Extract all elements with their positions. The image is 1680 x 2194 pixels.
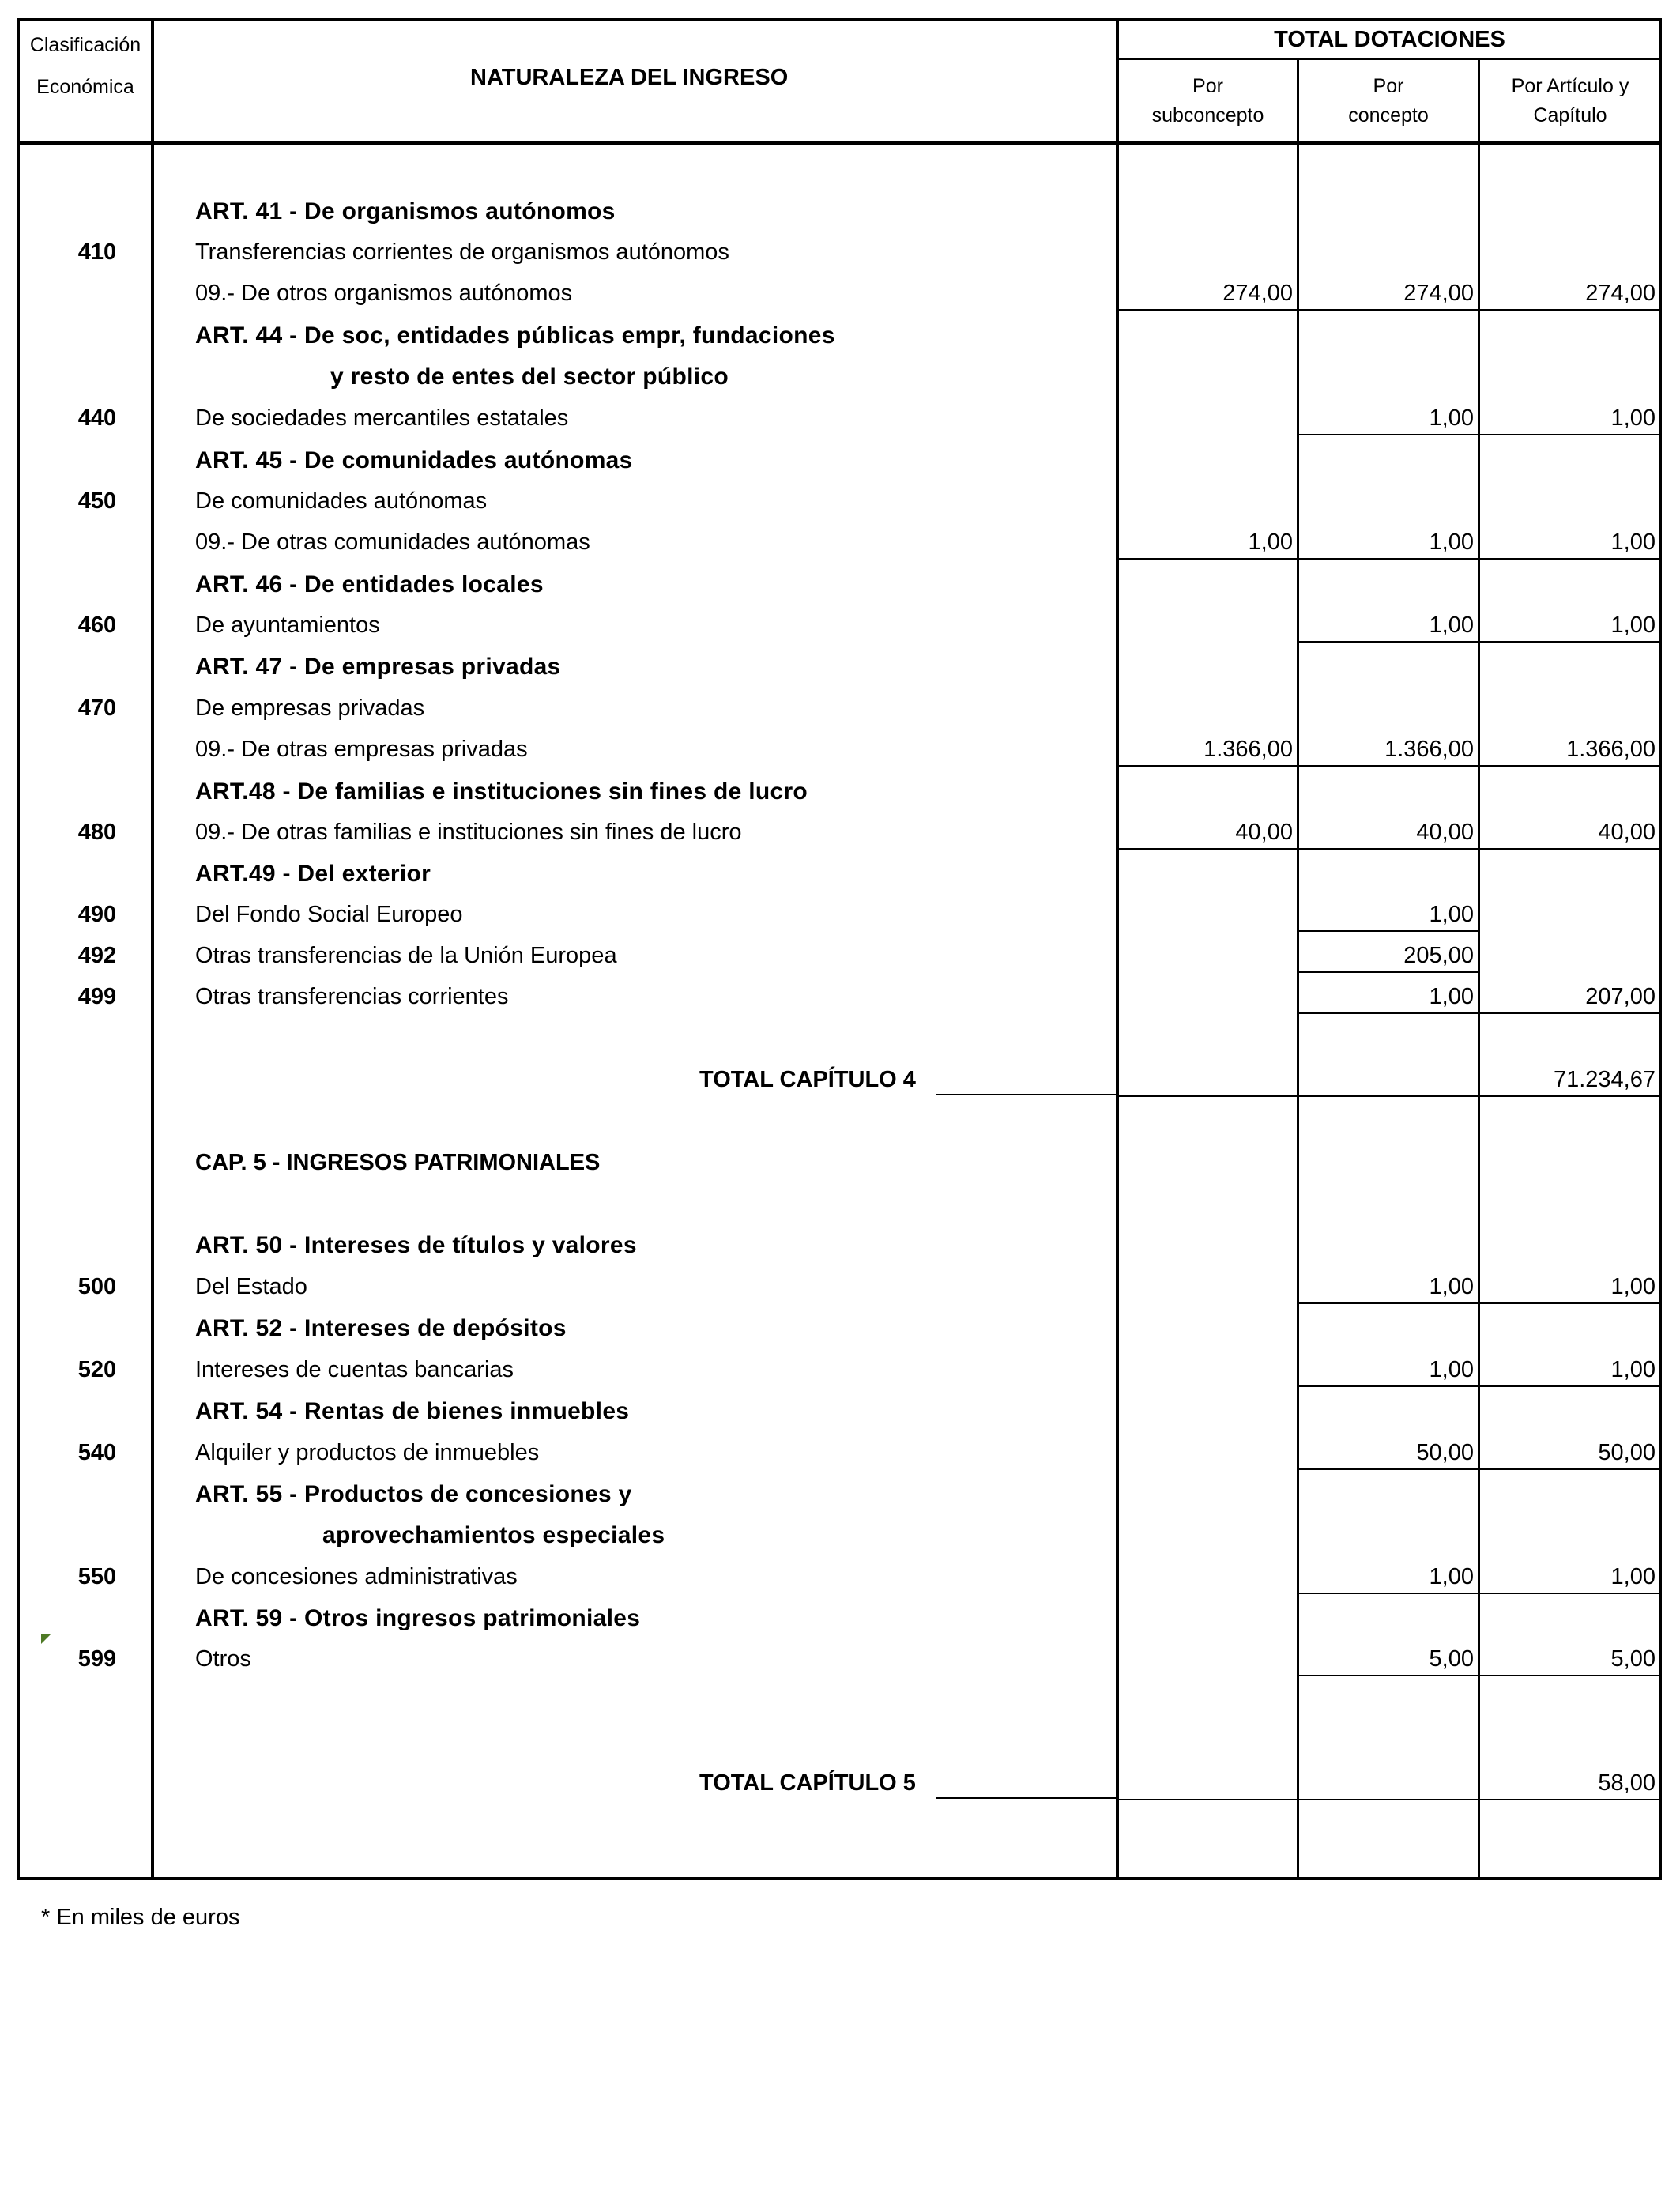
article-heading: ART. 45 - De comunidades autónomas: [195, 447, 633, 473]
economic-code: 492: [77, 943, 117, 968]
amount-rule: [1479, 848, 1662, 850]
amount-con: 5,00: [1429, 1646, 1474, 1672]
economic-code: 460: [77, 613, 117, 638]
header-naturaleza: NATURALEZA DEL INGRESO: [470, 65, 789, 90]
amount-rule: [1479, 558, 1662, 560]
economic-code: 520: [77, 1357, 117, 1382]
header-total-dotaciones: TOTAL DOTACIONES: [1274, 27, 1505, 52]
amount-con: 1,00: [1429, 530, 1474, 555]
income-description: De comunidades autónomas: [195, 488, 488, 514]
amount-rule: [1298, 641, 1478, 643]
amount-rule: [1298, 765, 1478, 767]
amount-rule: [1117, 765, 1297, 767]
amount-rule: [1298, 1593, 1478, 1594]
amount-rule: [1298, 434, 1478, 435]
income-description: Intereses de cuentas bancarias: [195, 1357, 514, 1382]
article-heading: ART. 41 - De organismos autónomos: [195, 198, 616, 224]
income-description: 09.- De otros organismos autónomos: [195, 281, 573, 306]
amount-art: 5,00: [1610, 1646, 1656, 1672]
amount-art: 1,00: [1610, 1564, 1656, 1589]
amount-rule: [1298, 309, 1478, 311]
total-row-rule: [1298, 1095, 1478, 1097]
amount-rule: [1298, 1468, 1478, 1470]
header-por-concepto-2: concepto: [1348, 104, 1429, 126]
income-description: Alquiler y productos de inmuebles: [195, 1440, 540, 1465]
income-description: 09.- De otras familias e instituciones sin fines de lucro: [195, 820, 742, 845]
chapter-total-label: TOTAL CAPÍTULO 4: [699, 1067, 916, 1092]
amount-rule: [1479, 1012, 1662, 1014]
chapter-total-label: TOTAL CAPÍTULO 5: [699, 1770, 916, 1796]
economic-code: 440: [77, 405, 117, 431]
amount-art: 40,00: [1598, 820, 1656, 845]
amount-art: 207,00: [1585, 984, 1656, 1009]
article-heading: ART. 44 - De soc, entidades públicas empr, fundaciones: [195, 322, 835, 349]
total-row-rule: [1117, 1095, 1297, 1097]
amount-rule: [1479, 1385, 1662, 1387]
amount-sub: 274,00: [1222, 281, 1293, 306]
article-heading: ART.49 - Del exterior: [195, 861, 431, 887]
economic-code: 470: [77, 696, 117, 721]
header-por-concepto-1: Por: [1373, 75, 1404, 97]
corner-marker: [41, 1634, 51, 1644]
header-divider: [1117, 58, 1662, 60]
amount-con: 1,00: [1429, 405, 1474, 431]
amount-con: 1,00: [1429, 902, 1474, 927]
article-heading: ART. 47 - De empresas privadas: [195, 654, 561, 680]
amount-rule: [1479, 641, 1662, 643]
header-economica: Económica: [36, 76, 134, 98]
column-divider: [1297, 59, 1299, 1880]
amount-art: 1,00: [1610, 1357, 1656, 1382]
amount-rule: [1117, 848, 1297, 850]
amount-con: 1.366,00: [1384, 737, 1474, 762]
income-description: 09.- De otras empresas privadas: [195, 737, 528, 762]
amount-art: 58,00: [1598, 1770, 1656, 1796]
economic-code: 550: [77, 1564, 117, 1589]
amount-rule: [1479, 1593, 1662, 1594]
amount-con: 50,00: [1416, 1440, 1474, 1465]
amount-art: 1,00: [1610, 613, 1656, 638]
amount-sub: 40,00: [1235, 820, 1293, 845]
amount-con: 1,00: [1429, 1357, 1474, 1382]
amount-art: 274,00: [1585, 281, 1656, 306]
amount-sub: 1,00: [1248, 530, 1293, 555]
amount-con: 1,00: [1429, 1274, 1474, 1299]
article-heading: ART. 59 - Otros ingresos patrimoniales: [195, 1605, 641, 1631]
amount-rule: [1479, 309, 1662, 311]
economic-code: 599: [77, 1646, 117, 1672]
chapter-heading: CAP. 5 - INGRESOS PATRIMONIALES: [195, 1150, 601, 1175]
article-heading-continued: aprovechamientos especiales: [322, 1522, 665, 1548]
amount-con: 1,00: [1429, 984, 1474, 1009]
economic-code: 490: [77, 902, 117, 927]
article-heading: ART. 50 - Intereses de títulos y valores: [195, 1232, 637, 1258]
amount-rule: [1479, 1675, 1662, 1676]
economic-code: 500: [77, 1274, 117, 1299]
article-heading-continued: y resto de entes del sector público: [330, 364, 729, 390]
bottom-row-rule: [1479, 1799, 1662, 1800]
amount-rule: [1479, 1468, 1662, 1470]
income-description: Otras transferencias de la Unión Europea: [195, 943, 617, 968]
economic-code: 499: [77, 984, 117, 1009]
income-description: Otras transferencias corrientes: [195, 984, 509, 1009]
income-description: De sociedades mercantiles estatales: [195, 405, 569, 431]
amount-rule: [1479, 765, 1662, 767]
article-heading: ART. 46 - De entidades locales: [195, 571, 544, 598]
amount-con: 205,00: [1403, 943, 1474, 968]
amount-con: 1,00: [1429, 1564, 1474, 1589]
income-description: De concesiones administrativas: [195, 1564, 518, 1589]
footnote: * En miles de euros: [41, 1905, 240, 1930]
total-underline: [936, 1094, 1117, 1095]
income-description: De empresas privadas: [195, 696, 425, 721]
income-description: Otros: [195, 1646, 251, 1672]
bottom-row-rule: [1117, 1799, 1297, 1800]
amount-rule: [1298, 1302, 1478, 1304]
amount-sub: 1.366,00: [1203, 737, 1293, 762]
amount-rule: [1298, 1012, 1478, 1014]
amount-con: 1,00: [1429, 613, 1474, 638]
amount-rule: [1479, 1095, 1662, 1097]
income-description: Del Fondo Social Europeo: [195, 902, 463, 927]
header-por-articulo-2: Capítulo: [1533, 104, 1607, 126]
amount-con: 40,00: [1416, 820, 1474, 845]
amount-con: 274,00: [1403, 281, 1474, 306]
total-underline: [936, 1797, 1117, 1799]
article-heading: ART. 55 - Productos de concesiones y: [195, 1481, 632, 1507]
bottom-row-rule: [1298, 1799, 1478, 1800]
economic-code: 410: [77, 239, 117, 265]
article-heading: ART.48 - De familias e instituciones sin fines de lucro: [195, 778, 808, 805]
header-por-subconcepto-1: Por: [1192, 75, 1223, 97]
income-description: Del Estado: [195, 1274, 307, 1299]
column-divider: [1478, 59, 1480, 1880]
amount-rule: [1479, 1302, 1662, 1304]
amount-rule: [1298, 971, 1478, 973]
header-clasificacion: Clasificación: [29, 34, 141, 56]
header-bottom-rule: [17, 141, 1662, 145]
amount-rule: [1298, 1385, 1478, 1387]
economic-code: 450: [77, 488, 117, 514]
amount-art: 1,00: [1610, 1274, 1656, 1299]
amount-art: 71.234,67: [1553, 1067, 1656, 1092]
amount-art: 50,00: [1598, 1440, 1656, 1465]
income-description: Transferencias corrientes de organismos autónomos: [195, 239, 729, 265]
amount-rule: [1117, 558, 1297, 560]
economic-code: 480: [77, 820, 117, 845]
header-por-subconcepto-2: subconcepto: [1151, 104, 1264, 126]
amount-rule: [1298, 848, 1478, 850]
amount-rule: [1298, 930, 1478, 932]
amount-art: 1,00: [1610, 405, 1656, 431]
article-heading: ART. 54 - Rentas de bienes inmuebles: [195, 1398, 630, 1424]
amount-rule: [1298, 1675, 1478, 1676]
economic-code: 540: [77, 1440, 117, 1465]
amount-art: 1,00: [1610, 530, 1656, 555]
amount-rule: [1117, 309, 1297, 311]
amount-rule: [1298, 558, 1478, 560]
income-description: 09.- De otras comunidades autónomas: [195, 530, 590, 555]
header-por-articulo-1: Por Artículo y: [1511, 75, 1629, 97]
income-description: De ayuntamientos: [195, 613, 380, 638]
amount-art: 1.366,00: [1566, 737, 1656, 762]
article-heading: ART. 52 - Intereses de depósitos: [195, 1315, 567, 1341]
amount-rule: [1479, 434, 1662, 435]
